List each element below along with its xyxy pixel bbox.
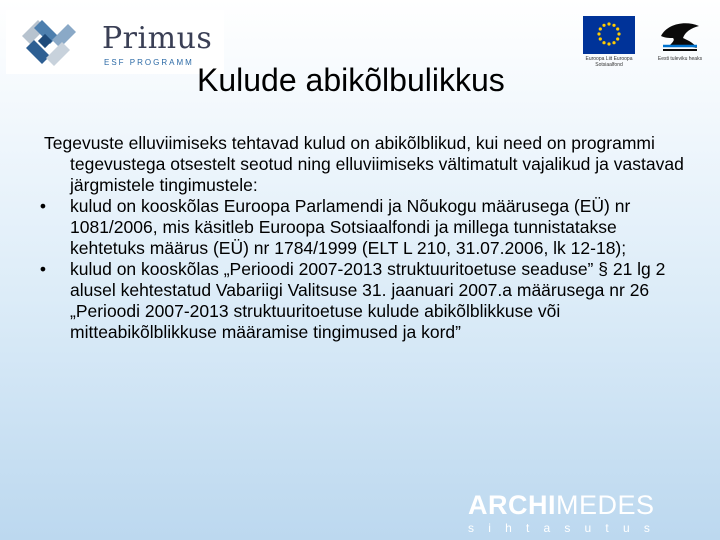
bullet-text: kulud on kooskõlas „Perioodi 2007-2013 struktuuritoetuse seaduse” § 21 lg 2 alusel kehtestatud Vabariigi Valitsuse 31. jaanuari 2007.a määrusega nr 26 „Perioodi 2007-2013 struktuuritoetuse kulude abikõlblikkuse või mitteabikõlblikkuse määramise tingimused ja kord” — [70, 259, 666, 342]
eu-flag-icon — [583, 16, 635, 54]
primus-subtitle: ESF PROGRAMM — [104, 58, 194, 67]
slide-title: Kulude abikõlbulikkus — [197, 62, 505, 98]
bullet-list — [39, 196, 694, 343]
eu-caption: Euroopa Liit Euroopa Sotsiaalfond — [585, 56, 633, 68]
archimedes-wordmark — [468, 492, 712, 519]
slide-body — [39, 133, 694, 343]
intro-paragraph: Tegevuste elluviimiseks tehtavad kulud on abikõlblikud, kui need on programmi tegevustega otsestelt seotud ning elluviimiseks vältimatult vajalikud ja vastavad järgmistele tingimustele: — [44, 133, 684, 195]
archimedes-tagline: sihtasutus — [468, 521, 665, 535]
bullet-item — [39, 259, 694, 343]
primus-wordmark: Primus — [102, 21, 213, 56]
bullet-text: kulud on kooskõlas Euroopa Parlamendi ja Nõukogu määrusega (EÜ) nr 1081/2006, mis käsitleb Euroopa Sotsiaalfondi ja millega tunnistatakse kehtetuks määrus (EÜ) nr 1784/1999 (ELT L 210, 31.07.2006, lk 12-18); — [70, 196, 631, 258]
swallow-emblem-icon — [657, 16, 703, 54]
estonia-caption: Eesti tuleviku heaks — [657, 56, 703, 62]
primus-logo — [6, 10, 224, 74]
archimedes-bold: ARCHI — [468, 490, 556, 520]
bullet-item — [39, 196, 694, 259]
archimedes-light: MEDES — [556, 490, 655, 520]
primus-emblem-icon — [18, 14, 80, 70]
estonia-logo — [650, 16, 710, 76]
bullet-icon: • — [39, 196, 47, 216]
archimedes-logo — [468, 492, 712, 536]
bullet-icon: • — [39, 259, 47, 279]
